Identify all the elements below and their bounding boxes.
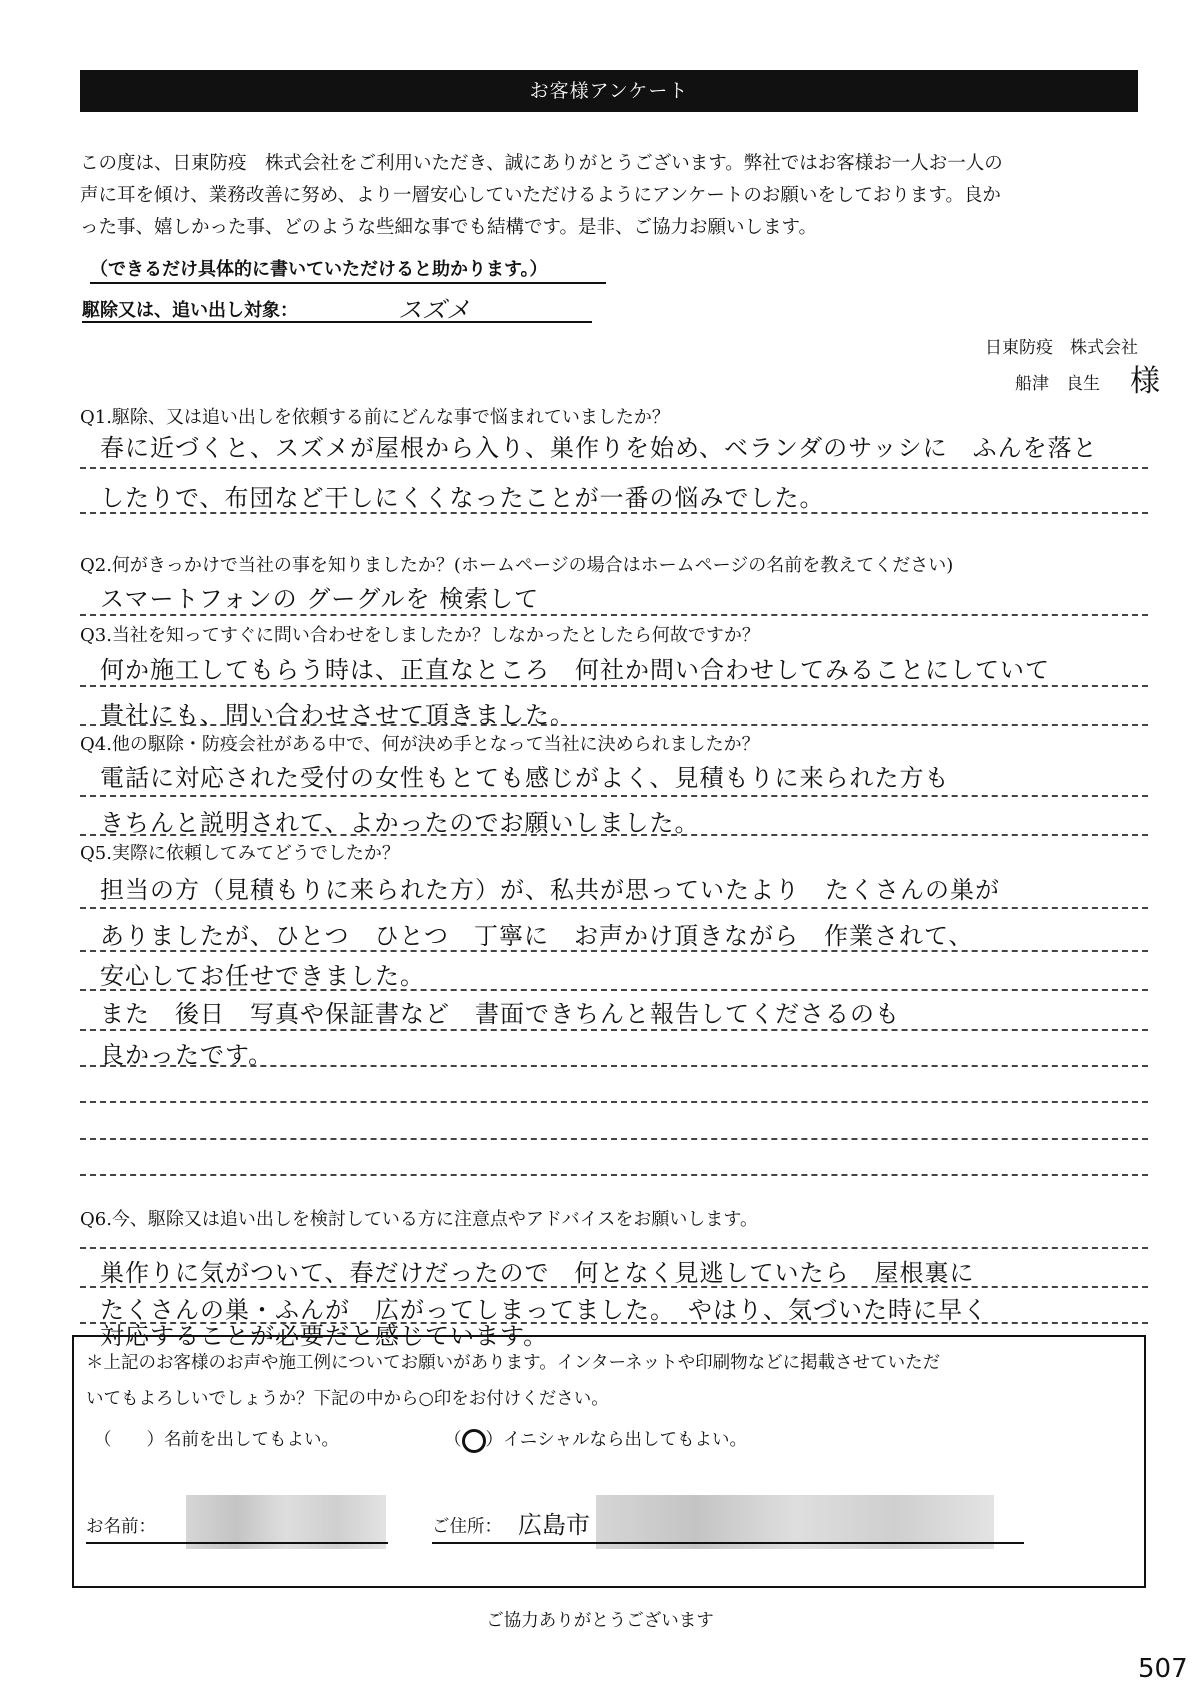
intro-line: この度は、日東防疫 株式会社をご利用いただき、誠にありがとうございます。弊社ではお客様お一人お一人の [80,153,1003,174]
question-6: Q6.今、駆除又は追い出しを検討している方に注意点やアドバイスをお願いします。 [80,1209,758,1230]
instruction-note: （できるだけ具体的に書いていただけると助かります。） [90,259,548,280]
answer-4-line: 電話に対応された受付の女性もとても感じがよく、見積もりに来られた方も [100,764,950,792]
target-label: 駆除又は、追い出し対象： [82,300,298,321]
answer-3-line: 何か施工してもらう時は、正直なところ 何社か問い合わせしてみることにしていて [100,656,1050,684]
question-5: Q5.実際に依頼してみてどうでしたか？ [80,843,400,864]
option-label: イニシャルなら出してもよい。 [503,1430,747,1450]
answer-rule [80,989,1148,991]
answer-rule [80,1286,1148,1288]
consent-text: ＊上記のお客様のお声や施工例についてお願いがあります。インターネットや印刷物などに掲載させていただ [86,1353,941,1373]
answer-rule [80,685,1148,687]
answer-rule [80,795,1148,797]
consent-text: いてもよろしいでしょうか？下記の中から○印をお付けください。 [86,1389,609,1409]
honorific-handwritten: 様 [1130,364,1160,399]
option-label: 名前を出してもよい。 [164,1430,339,1450]
answer-rule [80,1247,1148,1249]
name-underline [86,1542,388,1544]
answer-rule [80,1029,1148,1031]
note-underline [90,282,606,284]
answer-6-line: 巣作りに気がついて、春だけだったので 何となく見逃していたら 屋根裏に [100,1259,975,1287]
thank-you-text: ご協力ありがとうございます [486,1611,714,1631]
question-4: Q4.他の駆除・防疫会社がある中で、何が決め手となって当社に決められましたか？ [80,734,760,755]
question-1: Q1.駆除、又は追い出しを依頼する前にどんな事で悩まれていましたか？ [80,407,670,428]
answer-rule [80,467,1148,469]
intro-line: 声に耳を傾け、業務改善に努め、より一層安心していただけるようにアンケートのお願いをしております。良か [80,185,1001,206]
answer-1-line: したりで、布団など干しにくくなったことが一番の悩みでした。 [100,484,825,512]
answer-6-line: たくさんの巣・ふんが 広がってしまってました。 やはり、気づいた時に早く [100,1296,988,1324]
target-value: スズメ [398,296,470,324]
answer-rule [80,1065,1148,1067]
redacted-name [186,1495,386,1549]
selected-circle-mark [462,1429,486,1453]
answer-5-line: 担当の方（見積もりに来られた方）が、私共が思っていたより たくさんの巣が [100,876,1000,904]
consent-option-initials[interactable]: （ ）イニシャルなら出してもよい。 [444,1426,747,1453]
company-name: 日東防疫 株式会社 [985,338,1138,358]
answer-3-line: 貴社にも、問い合わせさせて頂きました。 [100,701,575,729]
page-number: 507 [1138,1654,1188,1684]
answer-rule [80,512,1148,514]
answer-rule [80,614,1148,616]
answer-rule [80,1138,1148,1140]
name-label: お名前： [86,1517,156,1537]
answer-rule [80,834,1148,836]
answer-1-line: 春に近づくと、スズメが屋根から入り、巣作りを始め、ベランダのサッシに ふんを落と [100,434,1098,462]
answer-rule [80,907,1148,909]
answer-5-line: また 後日 写真や保証書など 書面できちんと報告してくださるのも [100,1000,900,1028]
address-underline [432,1542,1024,1544]
intro-line: った事、嬉しかった事、どのような些細な事でも結構です。是非、ご協力お願いします。 [80,217,818,238]
address-label: ご住所： [432,1517,502,1537]
answer-rule [80,950,1148,952]
address-city: 広島市 [518,1511,590,1539]
answer-rule [80,724,1148,726]
answer-4-line: きちんと説明されて、よかったのでお願いしました。 [100,809,700,837]
answer-6-line: 対応することが必要だと感じています。 [100,1322,549,1350]
answer-5-line: ありましたが、ひとつ ひとつ 丁寧に お声かけ頂きながら 作業されて、 [100,922,974,950]
target-underline [82,321,592,323]
consent-option-name[interactable]: （ ）名前を出してもよい。 [94,1430,339,1450]
redacted-address [596,1495,994,1549]
answer-rule [80,1174,1148,1176]
answer-2-line: スマートフォンの グーグルを 検索して [100,585,540,613]
question-3: Q3.当社を知ってすぐに問い合わせをしましたか？しなかったとしたら何故ですか？ [80,625,760,646]
answer-5-line: 良かったです。 [100,1041,274,1069]
answer-5-line: 安心してお任せできました。 [100,962,425,990]
recipient-name: 船津 良生 [1015,374,1100,394]
intro-text [80,148,1142,244]
question-2: Q2.何がきっかけで当社の事を知りましたか？(ホームページの場合はホームページの名前を教えてください) [80,555,954,576]
survey-title-banner: お客様アンケート [80,70,1138,112]
answer-rule [80,1101,1148,1103]
consent-box [72,1335,1146,1588]
